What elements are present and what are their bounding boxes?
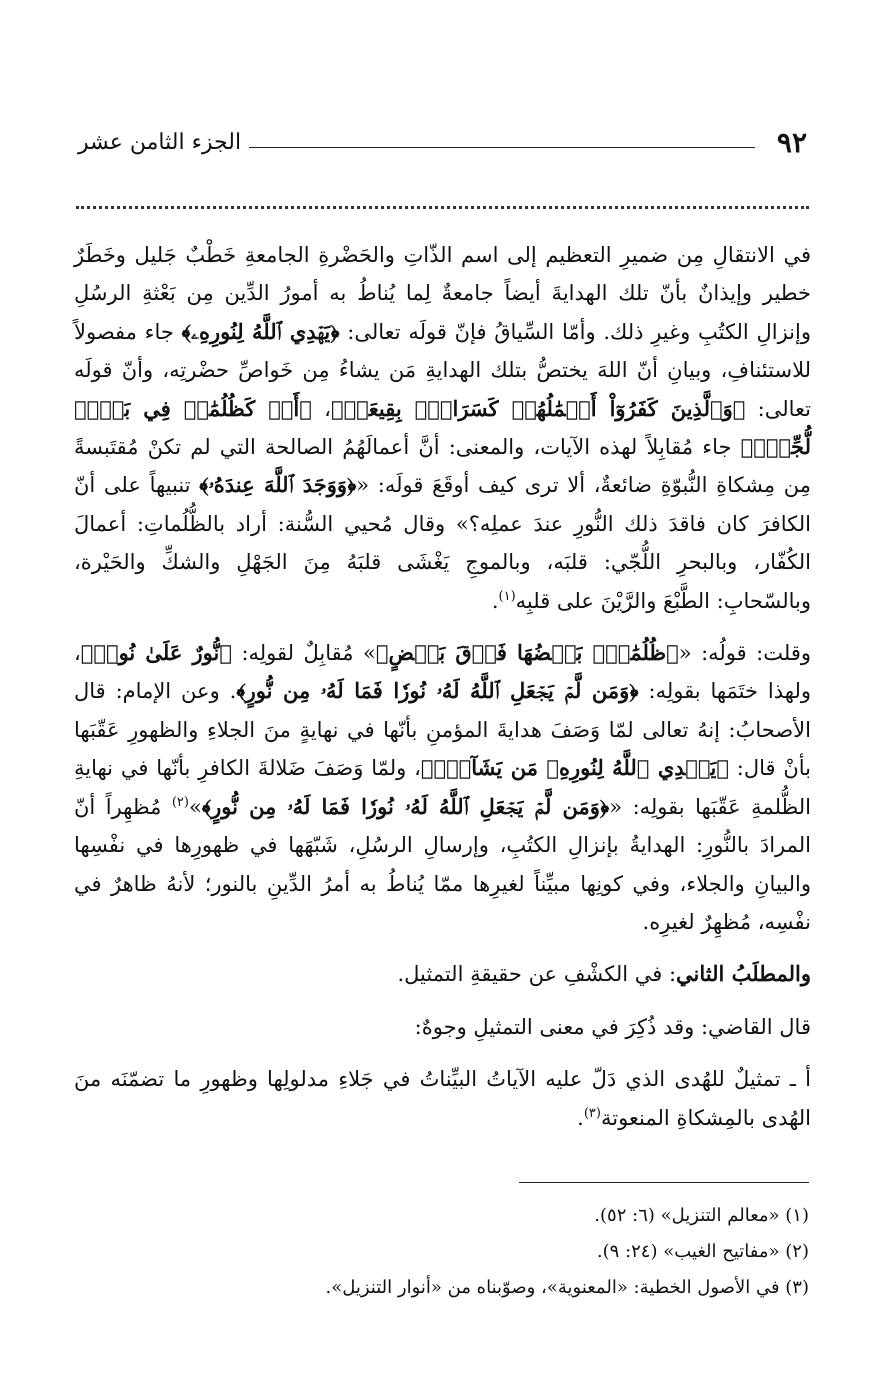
text-run: وقلت: قولُه: « <box>678 641 812 666</box>
footnote-ref[interactable]: (٣) <box>583 1105 601 1121</box>
text-run: جاء مفصولاً للاستئنافِ، وبيانِ أنّ اللهَ يختصُّ بتلك الهدايةِ مَن يشاءُ مِن خَواصِّ حضْرتِه، وأنّ قولَه تعالى: <box>74 319 812 421</box>
quran-verse: ﴿نُّورٌ عَلَىٰ نُورٖ﴾ <box>80 640 232 666</box>
dotted-divider <box>76 206 809 209</box>
text-run: ، <box>311 396 331 421</box>
footnote-ref[interactable]: (٢) <box>171 794 189 810</box>
page-number: ٩٢ <box>776 125 807 159</box>
text-run: قال القاضي: وقد ذُكِرَ في معنى التمثيلِ وجوهٌ: <box>414 1014 811 1039</box>
text-run: ، ولمّا وَصَفَ ضَلالةَ الكافرِ بأنّها في نهايةِ الظُّلمةِ عَقّبَها بقولِه: « <box>74 756 811 819</box>
text-run: جاء مُقابِلاً لهذه الآيات، والمعنى: أنَّ أعمالَهُمُ الصالحة التي لم تكنْ مُقتَبسةً مِن مِشكاةِ النُّبوّةِ ضائعةٌ، ألا ترى كيف أوقَعَ قولَه: « <box>74 435 811 498</box>
quran-verse: ﴿وَمَن لَّمۡ يَجۡعَلِ ٱللَّهُ لَهُۥ نُورٗا فَمَا لَهُۥ مِن نُّورٍ﴾ <box>201 793 610 819</box>
text-run: . وعن الإمام: قال الأصحابُ: إنهُ تعالى لمّا وَصَفَ هدايةَ المؤمنِ بأنّها في نهايةٍ منَ الجلاءِ والظهورِ عَقّبَها بأنْ قال: <box>74 679 812 781</box>
text-run: تنبيهاً على أنّ الكافرَ كان فاقدَ ذلك النُّورِ عندَ عملِه؟» وقال مُحيي السُّنة: أراد بالظُّلُماتِ: أعمالَ الكُفّار، وبالبحرِ اللُّجّي: قلبَه، وبالموجِ يَغْشَى قلبَهُ مِنَ الجَهْلِ والشكِّ والحَيْرة، وبالسّحابِ: الطَّبْعَ والرَّيْنَ على قلبِه <box>74 473 811 613</box>
text-run: . <box>491 588 499 613</box>
quran-verse: ﴿ظُلُمَٰتُۢ بَعۡضُهَا فَوۡقَ بَعۡضٍ﴾ <box>375 640 679 666</box>
paragraph-2 <box>74 634 811 941</box>
footnote-2: (٢) «مفاتيح الغيب» (٢٤: ٩). <box>596 1241 809 1262</box>
quran-verse: ﴿وَوَجَدَ ٱللَّهَ عِندَهُۥ﴾ <box>199 472 357 498</box>
text-run: مُظهِراً أنّ المرادَ بالنُّورِ: الهدايةُ بإنزالِ الكتُبِ، وإرسالِ الرسُلِ، شَبّهَها في ظهورِها في نفْسِها والبيانِ والجلاء، وفي كونِها مبيِّناً لغيرِها ممّا يُناطُ به أمرُ الدِّينِ بالنور؛ لأنهُ ظاهرٌ في نفْسِه، مُظهِرٌ لغيرِه. <box>74 794 811 934</box>
header-rule <box>249 147 755 148</box>
text-run: » <box>188 794 202 819</box>
text-run: : في الكشْفِ عن حقيقةِ التمثيل. <box>397 962 677 987</box>
page-header <box>78 122 807 162</box>
text-run: » مُقابِلٌ لقولِه: <box>231 641 376 666</box>
quran-verse: ﴿يَهۡدِي ٱللَّهُ لِنُورِهِۦ مَن يَشَآءُۚ﴾ <box>420 755 729 781</box>
paragraph-4 <box>74 1008 811 1046</box>
paragraph-3 <box>74 955 811 993</box>
text-run: أ ـ تمثيلٌ للهُدى الذي دَلّ عليه الآياتُ البيِّناتُ في جَلاءِ مدلولِها وظهورِ ما تضمّنَه منَ الهُدى بالمِشكاةِ المنعوتة <box>74 1067 811 1130</box>
paragraph-5 <box>74 1060 811 1137</box>
footnote-rule <box>519 1182 809 1183</box>
text-run: . <box>577 1105 584 1130</box>
body-text <box>74 236 811 1151</box>
text-run: في الانتقالِ مِن ضميرِ التعظيم إلى اسم الذّاتِ والحَضْرةِ الجامعةِ خَطْبٌ جَليل وخَطَرٌ خطير وإيذانٌ بأنّ تلك الهدايةَ أيضاً جامعةٌ لِما يُناطُ به أمورُ الدِّين مِن بَعْثةِ الرسُلِ وإنزالِ الكتُبِ وغيرِ ذلك. وأمّا السِّياقُ فإنّ قولَه تعالى: <box>74 243 812 344</box>
quran-verse: ﴿وَمَن لَّمۡ يَجۡعَلِ ٱللَّهُ لَهُۥ نُورٗا فَمَا لَهُۥ مِن نُّورٍ﴾ <box>236 678 639 704</box>
footnote-1: (١) «معالم التنزيل» (٦: ٥٢). <box>594 1205 809 1226</box>
footnotes <box>76 1198 809 1306</box>
quran-verse: ﴿وَٱلَّذِينَ كَفَرُوٓاْ أَعۡمَٰلُهُمۡ كَسَرَابِۭ بِقِيعَةٖ﴾ <box>330 395 746 421</box>
paragraph-1 <box>74 236 811 620</box>
footnote-3: (٣) في الأصول الخطية: «المعنوية»، وصوّبناه من «أنوار التنزيل». <box>325 1277 809 1298</box>
running-title: الجزء الثامن عشر <box>78 129 242 155</box>
section-heading: والمطلَبُ الثاني <box>676 961 811 987</box>
quran-verse: ﴿يَهۡدِي ٱللَّهُ لِنُورِهِۦ﴾ <box>181 318 340 344</box>
quran-verse: ﴿أَوۡ كَظُلُمَٰتٖ فِي بَحۡرٖ لُّجِّيّٖ﴾ <box>74 395 811 460</box>
text-run: ، ولهذا ختَمَها بقولِه: <box>74 641 811 704</box>
footnote-ref[interactable]: (١) <box>498 588 516 604</box>
